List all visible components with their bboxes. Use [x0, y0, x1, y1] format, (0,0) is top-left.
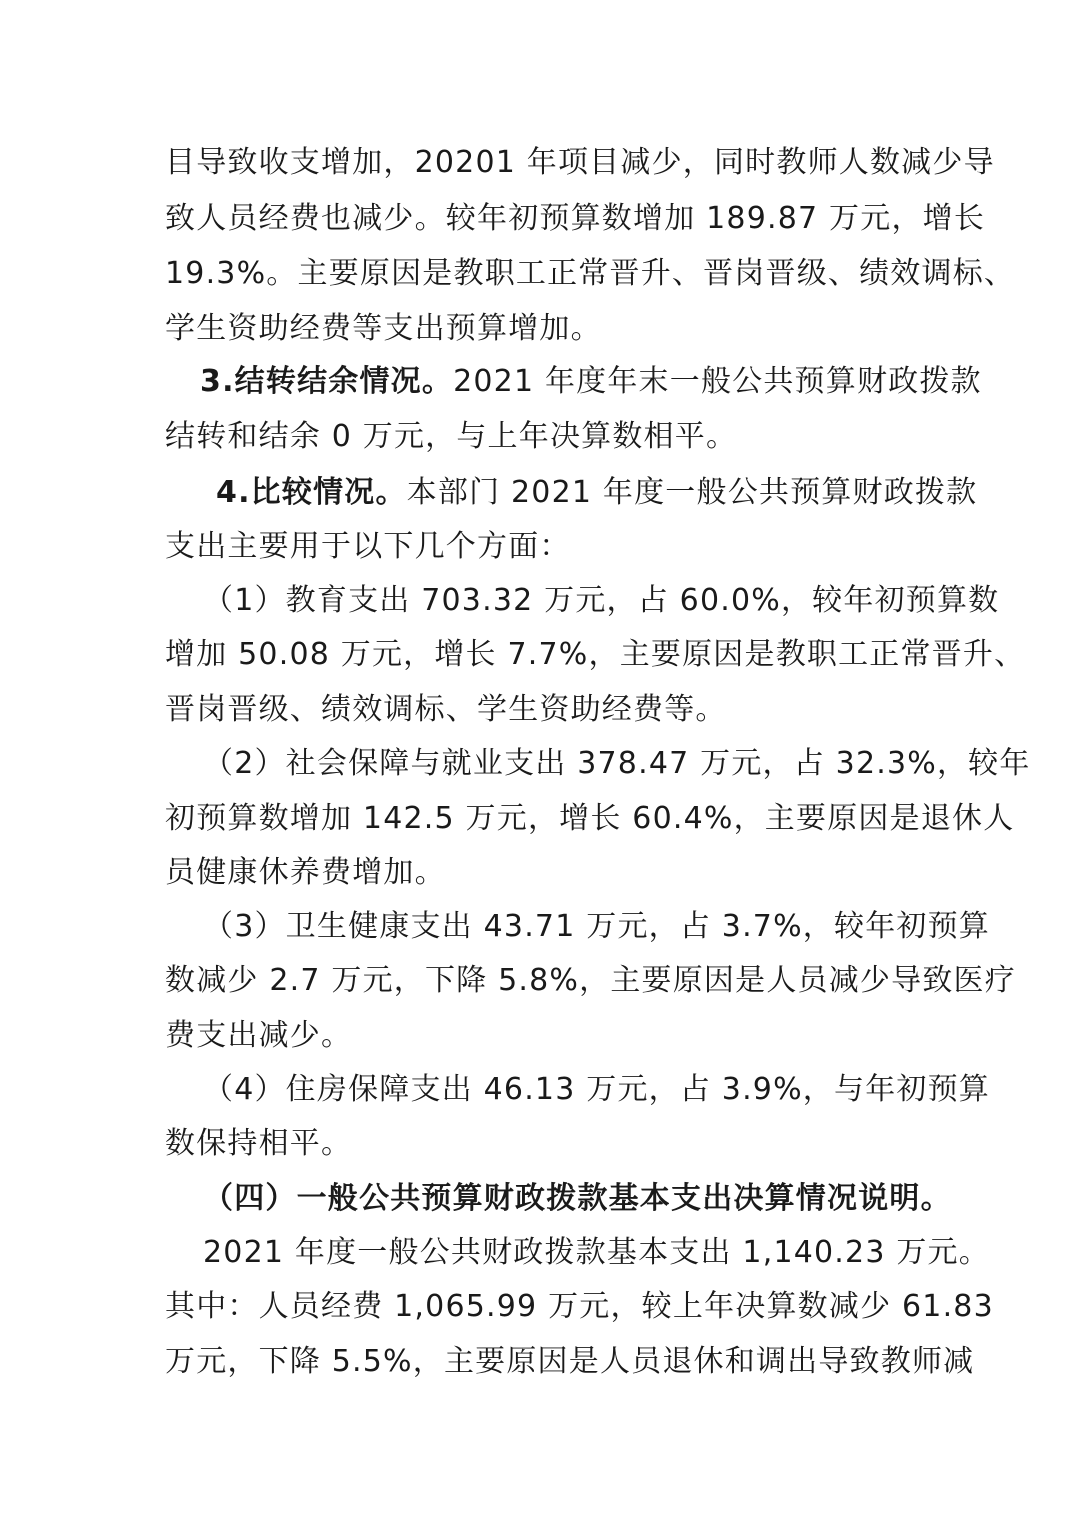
section-3-line: [200, 362, 982, 402]
paragraph-line: 数减少 2.7 万元，下降 5.8%，主要原因是人员减少导致医疗: [165, 963, 1016, 998]
paragraph-line: 19.3%。主要原因是教职工正常晋升、晋岗晋级、绩效调标、: [165, 256, 1016, 291]
paragraph-line: 致人员经费也减少。较年初预算数增加 189.87 万元，增长: [165, 201, 986, 236]
paragraph-line: 结转和结余 0 万元，与上年决算数相平。: [165, 419, 738, 454]
item-2-line: （2）社会保障与就业支出 378.47 万元，占 32.3%，较年: [203, 746, 1031, 781]
paragraph-line: 初预算数增加 142.5 万元，增长 60.4%，主要原因是退休人: [165, 801, 1015, 836]
item-3-line: （3）卫生健康支出 43.71 万元，占 3.7%，较年初预算: [203, 909, 990, 944]
section-heading-4: （四）一般公共预算财政拨款基本支出决算情况说明。: [203, 1181, 952, 1216]
paragraph-line: 2021 年度一般公共财政拨款基本支出 1,140.23 万元。: [203, 1235, 990, 1270]
paragraph-line: 支出主要用于以下几个方面：: [165, 529, 571, 564]
paragraph-line: 万元，下降 5.5%，主要原因是人员退休和调出导致教师减: [165, 1344, 975, 1379]
paragraph-line: 学生资助经费等支出预算增加。: [165, 311, 602, 346]
paragraph-line: 增加 50.08 万元，增长 7.7%，主要原因是教职工正常晋升、: [165, 637, 1026, 672]
paragraph-line: 数保持相平。: [165, 1126, 353, 1161]
paragraph-line: 其中：人员经费 1,065.99 万元，较上年决算数减少 61.83: [165, 1289, 994, 1324]
section-4-text: 本部门 2021 年度一般公共预算财政拨款: [406, 475, 978, 510]
item-4-line: （4）住房保障支出 46.13 万元，占 3.9%，与年初预算: [203, 1072, 990, 1107]
paragraph-line: 员健康休养费增加。: [165, 855, 446, 890]
section-3-text: 2021 年度年末一般公共预算财政拨款: [453, 364, 982, 399]
section-3-heading: 3.结转结余情况。: [200, 364, 454, 399]
item-1-line: （1）教育支出 703.32 万元，占 60.0%，较年初预算数: [203, 583, 1000, 618]
section-4-line: [216, 473, 977, 513]
paragraph-line: 晋岗晋级、绩效调标、学生资助经费等。: [165, 692, 727, 727]
paragraph-line: 费支出减少。: [165, 1018, 353, 1053]
paragraph-line: 目导致收支增加，20201 年项目减少，同时教师人数减少导: [165, 145, 995, 180]
section-4-heading: 4.比较情况。: [216, 475, 407, 510]
